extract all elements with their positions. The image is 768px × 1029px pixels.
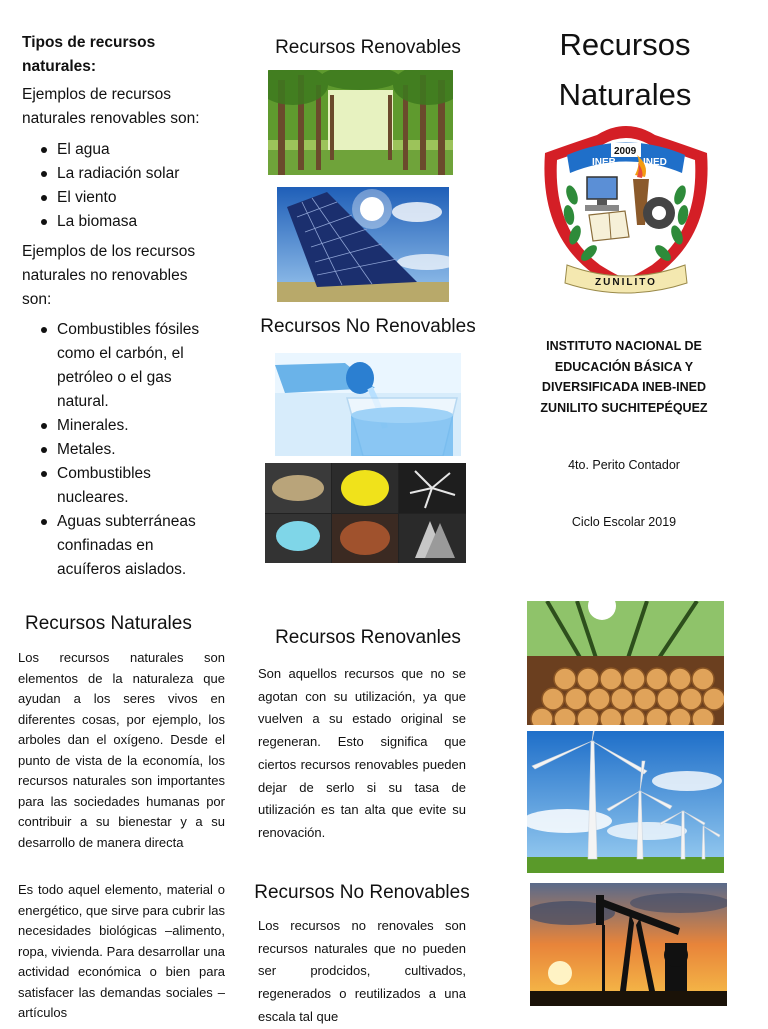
heading-recursos-no-renovables-text: Recursos No Renovables (254, 882, 470, 903)
emblem-ribbon-text: ZUNILITO (595, 277, 657, 288)
list-item: La radiación solar (22, 162, 222, 186)
heading-recursos-renovables: Recursos Renovables (275, 37, 461, 58)
types-title: Tipos de recursos naturales: (22, 34, 156, 75)
list-item: El viento (22, 186, 222, 210)
nonrenewable-intro: Ejemplos de los recursos naturales no renovables son: (22, 243, 196, 308)
cover-title (530, 20, 720, 120)
list-item: Aguas subterráneas confinadas en acuíferos aislados. (22, 510, 212, 582)
heading-recursos-renovanles: Recursos Renovanles (275, 627, 461, 648)
oil-pump-photo-icon (530, 883, 727, 1006)
cover-title-line1: Recursos (559, 27, 691, 62)
paragraph-no-renovables: Los recursos no renovales son recursos naturales que no pueden ser prodcidos, cultivados, regenerados o reutilizados a una escala tal que (258, 918, 466, 1024)
list-item: La biomasa (22, 210, 222, 234)
heading-recursos-naturales: Recursos Naturales (25, 613, 192, 634)
cover-title-line2: Naturales (558, 77, 692, 112)
wind-turbines-photo-icon (527, 731, 724, 873)
water-glass-photo-icon (275, 353, 461, 456)
list-item: Metales. (22, 438, 212, 462)
list-item: El agua (22, 138, 222, 162)
emblem-banner-year: 2009 (614, 146, 637, 157)
school-emblem (537, 115, 715, 300)
paragraph-recursos-naturales: Los recursos naturales son elementos de la naturaleza que ayudan a los seres vivos en diferentes cosas, por ejemplo, los arboles dan el oxígeno. Desde el punto de vista de la economía, los recursos naturales son importantes para las sociedades humanas por contribuir a su bienestar y a su desarrollo de manera directa (18, 650, 225, 850)
emblem-banner-left: INEB (592, 157, 616, 168)
heading-recursos-no-renovables: Recursos No Renovables (260, 316, 476, 337)
list-item: Combustibles fósiles como el carbón, el petróleo o el gas natural. (22, 318, 212, 414)
solar-panel-photo-icon (277, 187, 449, 302)
emblem-banner-right: INED (643, 157, 667, 168)
logs-photo-icon (527, 601, 724, 725)
grade-label: 4to. Perito Contador (568, 458, 680, 472)
school-year-label: Ciclo Escolar 2019 (571, 515, 677, 529)
forest-photo-icon (268, 70, 453, 175)
list-item: Minerales. (22, 414, 212, 438)
paragraph-definicion: Es todo aquel elemento, material o energético, que sirve para cubrir las necesidades biológicas –alimento, ropa, vivienda. Para desarrollar una actividad económica o bien para satisfacer las demandas sociales –artículos (18, 882, 225, 1020)
renewable-list (22, 138, 222, 234)
nonrenewable-list (22, 318, 212, 582)
list-item: Combustibles nucleares. (22, 462, 212, 510)
renewable-intro: Ejemplos de recursos naturales renovables son: (22, 86, 200, 127)
paragraph-renovables: Son aquellos recursos que no se agotan con su utilización, ya que vuelven a su estado original se regeneran. Esto significa que ciertos recursos renovables pueden dejar de serlo si su tasa de utilización es tan alta que evite su renovación. (258, 666, 466, 840)
minerals-photo-icon (265, 463, 466, 563)
institution-name: INSTITUTO NACIONAL DE EDUCACIÓN BÁSICA Y DIVERSIFICADA INEB-INED ZUNILITO SUCHITEPÉQUEZ (540, 339, 708, 415)
